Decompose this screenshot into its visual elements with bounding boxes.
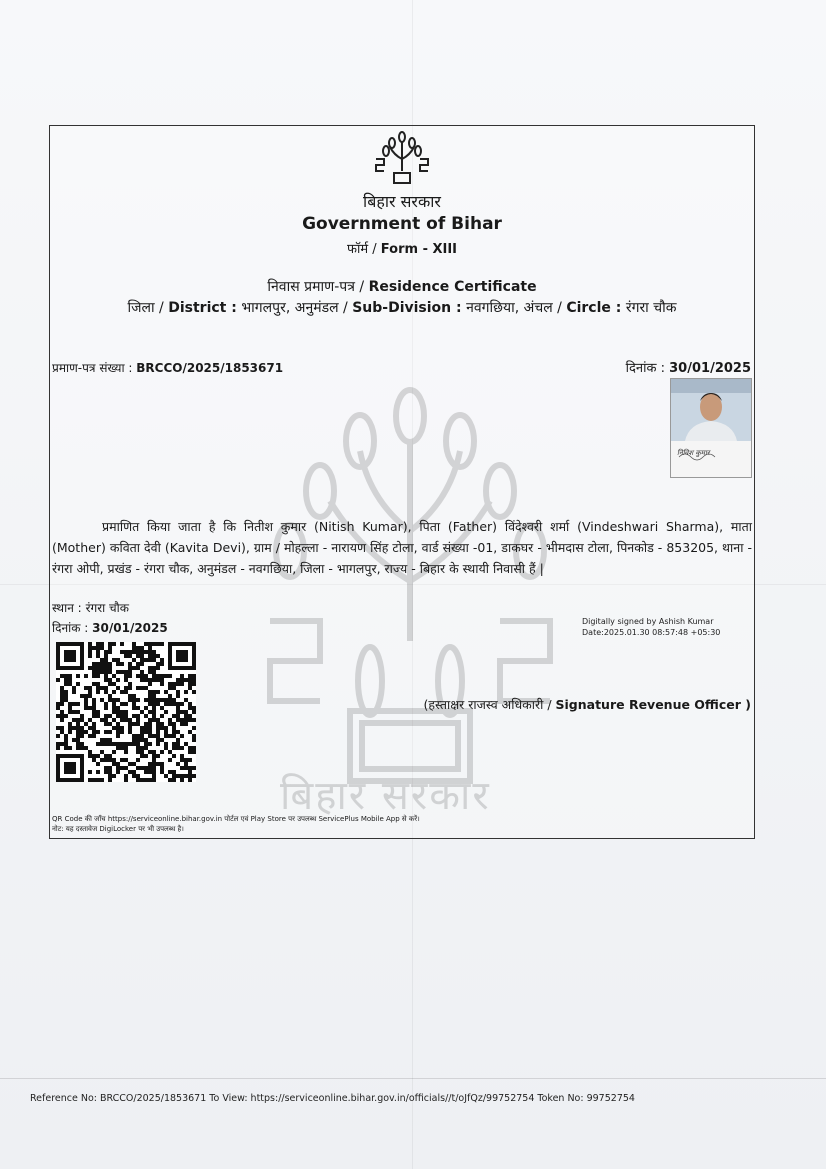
certificate-number-label: प्रमाण-पत्र संख्या : (52, 361, 133, 375)
district-line: जिला / District : भागलपुर, अनुमंडल / Sub-Division : नवगछिया, अंचल / Circle : रंगरा चौक (127, 300, 677, 316)
digital-sign-line-2: Date:2025.01.30 08:57:48 +05:30 (582, 628, 721, 637)
qr-verification-note (52, 814, 420, 834)
form-label-english: Form - XIII (380, 242, 458, 257)
district-value: भागलपुर (241, 300, 286, 316)
certificate-body-text: प्रमाणित किया जाता है कि नितीश कुमार (Nitish Kumar), पिता (Father) विंदेश्वरी शर्मा (Vindeshwari Sharma), माता (Mother) कविता देवी (Kavita Devi), ग्राम / मोहल्ला - नारायण सिंह टोला, वार्ड संख्या -01, डाकघर - भीमदास टोला, पिनकोड - 853205, थाना - रंगरा ओपी, प्रखंड - रंगरा चौक, अनुमंडल - नवगछिया, जिला - भागलपुर, राज्य - बिहार के स्थायी निवासी हैं | (52, 519, 752, 576)
subdivision-label-english: Sub-Division (352, 300, 452, 316)
certificate-date-value: 30/01/2025 (669, 361, 751, 376)
certificate-frame (49, 125, 755, 839)
certificate-title-hindi: निवास प्रमाण-पत्र (267, 279, 355, 295)
bihar-emblem-logo (372, 129, 432, 189)
fold-line (0, 1078, 826, 1079)
certificate-title-english: Residence Certificate (368, 279, 537, 295)
qr-note-line-2: नोट: यह दस्तावेज DigiLocker पर भी उपलब्ध है। (52, 825, 184, 833)
applicant-photo (670, 378, 752, 478)
issue-date-value: 30/01/2025 (92, 621, 168, 635)
certificate-date-label: दिनांक : (625, 361, 665, 376)
signature-label-english: Signature Revenue Officer ) (555, 697, 751, 712)
signature-line (423, 696, 751, 713)
header-hindi-title: बिहार सरकार (363, 192, 441, 211)
certificate-title: निवास प्रमाण-पत्र / Residence Certificate (267, 279, 537, 295)
issue-date-line (52, 619, 168, 636)
place-label: स्थान : (52, 601, 82, 615)
signature-label-hindi: (हस्ताक्षर राजस्व अधिकारी / (423, 697, 552, 712)
reference-line: Reference No: BRCCO/2025/1853671 To View: https://serviceonline.bihar.gov.in/officials//t/oJfQz/99752754 Token No: 99752754 (30, 1093, 635, 1104)
applicant-photo-image (671, 379, 751, 477)
digital-sign-line-1: Digitally signed by Ashish Kumar (582, 617, 714, 626)
circle-label-english: Circle (566, 300, 611, 316)
form-label: फॉर्म / Form - XIII (346, 242, 458, 257)
qr-note-line-1: QR Code की जाँच https://serviceonline.bihar.gov.in पोर्टल एवं Play Store पर उपलब्ध ServicePlus Mobile App से करें। (52, 815, 420, 823)
qr-code[interactable] (56, 642, 196, 782)
issue-date-label: दिनांक : (52, 621, 89, 635)
certificate-date (626, 358, 751, 376)
circle-label-hindi: अंचल (523, 300, 553, 316)
certificate-number (52, 359, 283, 376)
subdivision-label-hindi: अनुमंडल (294, 300, 339, 316)
certificate-number-value: BRCCO/2025/1853671 (136, 361, 284, 375)
form-label-hindi: फॉर्म (346, 242, 369, 257)
place-line (52, 599, 129, 616)
watermark-text: बिहार सरकार (280, 773, 491, 819)
place-value: रंगरा चौक (85, 601, 130, 615)
subdivision-value: नवगछिया (466, 300, 515, 316)
district-label-english: District (168, 300, 227, 316)
digital-signature-stamp (582, 616, 720, 638)
bihar-emblem-watermark (250, 381, 570, 811)
header-english-title: Government of Bihar (302, 214, 502, 234)
district-label-hindi: जिला (127, 300, 155, 316)
circle-value: रंगरा चौक (625, 300, 677, 316)
photo-caption: निविश कुमार (677, 449, 710, 457)
